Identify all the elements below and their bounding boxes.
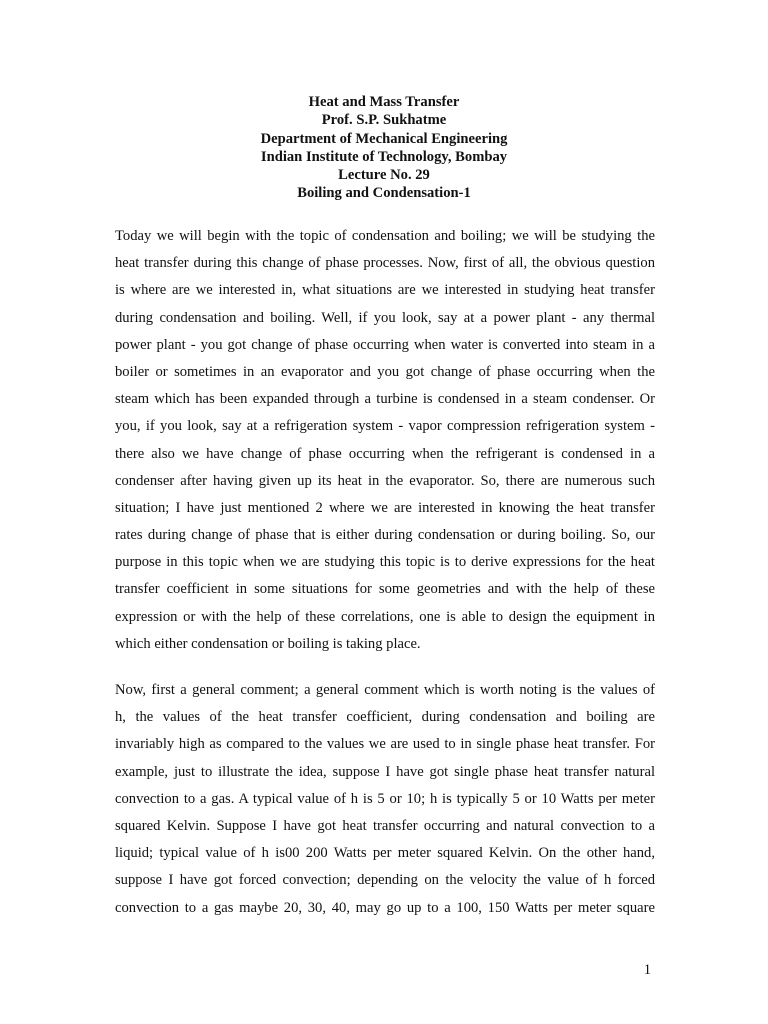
paragraph-line: liquid; typical value of h is00 200 Watts per meter squared Kelvin. On the other hand, bbox=[115, 845, 655, 862]
paragraph-line: expression or with the help of these correlations, one is able to design the equipment in bbox=[115, 608, 655, 625]
paragraph-line: there also we have change of phase occurring when the refrigerant is condensed in a bbox=[115, 445, 655, 462]
paragraph-line: you, if you look, say at a refrigeration system - vapor compression refrigeration system - bbox=[115, 418, 655, 435]
paragraph-line: convection to a gas maybe 20, 30, 40, may go up to a 100, 150 Watts per meter square bbox=[115, 899, 655, 916]
institute-name: Indian Institute of Technology, Bombay bbox=[260, 148, 508, 165]
page-number: 1 bbox=[643, 962, 651, 978]
paragraph-1 bbox=[115, 223, 655, 658]
paragraph-line: steam which has been expanded through a turbine is condensed in a steam condenser. Or bbox=[115, 391, 655, 408]
paragraph-line: purpose in this topic when we are studying this topic is to derive expressions for the heat bbox=[115, 554, 655, 571]
lecture-header bbox=[0, 93, 768, 203]
paragraph-line: boiler or sometimes in an evaporator and you got change of phase occurring when the bbox=[115, 363, 655, 380]
paragraph-line: h, the values of the heat transfer coefficient, during condensation and boiling are bbox=[115, 709, 655, 726]
paragraph-line: invariably high as compared to the values we are used to in single phase heat transfer. For bbox=[115, 736, 655, 753]
department-name: Department of Mechanical Engineering bbox=[260, 130, 508, 147]
paragraph-line: convection to a gas. A typical value of h is 5 or 10; h is typically 5 or 10 Watts per meter bbox=[115, 790, 655, 807]
lecture-topic: Boiling and Condensation-1 bbox=[297, 185, 471, 202]
course-title: Heat and Mass Transfer bbox=[308, 94, 460, 110]
paragraph-2 bbox=[115, 677, 655, 922]
paragraph-line: power plant - you got change of phase occurring when water is converted into steam in a bbox=[115, 336, 655, 353]
paragraph-line: condenser after having given up its heat in the evaporator. So, there are numerous such bbox=[115, 472, 655, 489]
professor-name: Prof. S.P. Sukhatme bbox=[321, 112, 447, 129]
paragraph-line: Now, first a general comment; a general comment which is worth noting is the values of bbox=[115, 682, 655, 698]
paragraph-line: is where are we interested in, what situations are we interested in studying heat transfer bbox=[115, 282, 655, 299]
paragraph-line: situation; I have just mentioned 2 where we are interested in knowing the heat transfer bbox=[115, 499, 655, 516]
paragraph-line: transfer coefficient in some situations for some geometries and with the help of these bbox=[115, 581, 655, 598]
paragraph-line: suppose I have got forced convection; depending on the velocity the value of h forced bbox=[115, 872, 655, 889]
paragraph-line: rates during change of phase that is either during condensation or during boiling. So, our bbox=[115, 527, 655, 544]
paragraph-line: example, just to illustrate the idea, suppose I have got single phase heat transfer natural bbox=[115, 763, 655, 780]
paragraph-line: during condensation and boiling. Well, if you look, say at a power plant - any thermal bbox=[115, 309, 655, 326]
lecture-number: Lecture No. 29 bbox=[338, 167, 430, 184]
paragraph-line: which either condensation or boiling is taking place. bbox=[115, 635, 421, 652]
paragraph-line: Today we will begin with the topic of condensation and boiling; we will be studying the bbox=[115, 228, 655, 244]
paragraph-line: squared Kelvin. Suppose I have got heat transfer occurring and natural convection to a bbox=[115, 817, 655, 834]
paragraph-line: heat transfer during this change of phase processes. Now, first of all, the obvious question bbox=[115, 255, 655, 272]
